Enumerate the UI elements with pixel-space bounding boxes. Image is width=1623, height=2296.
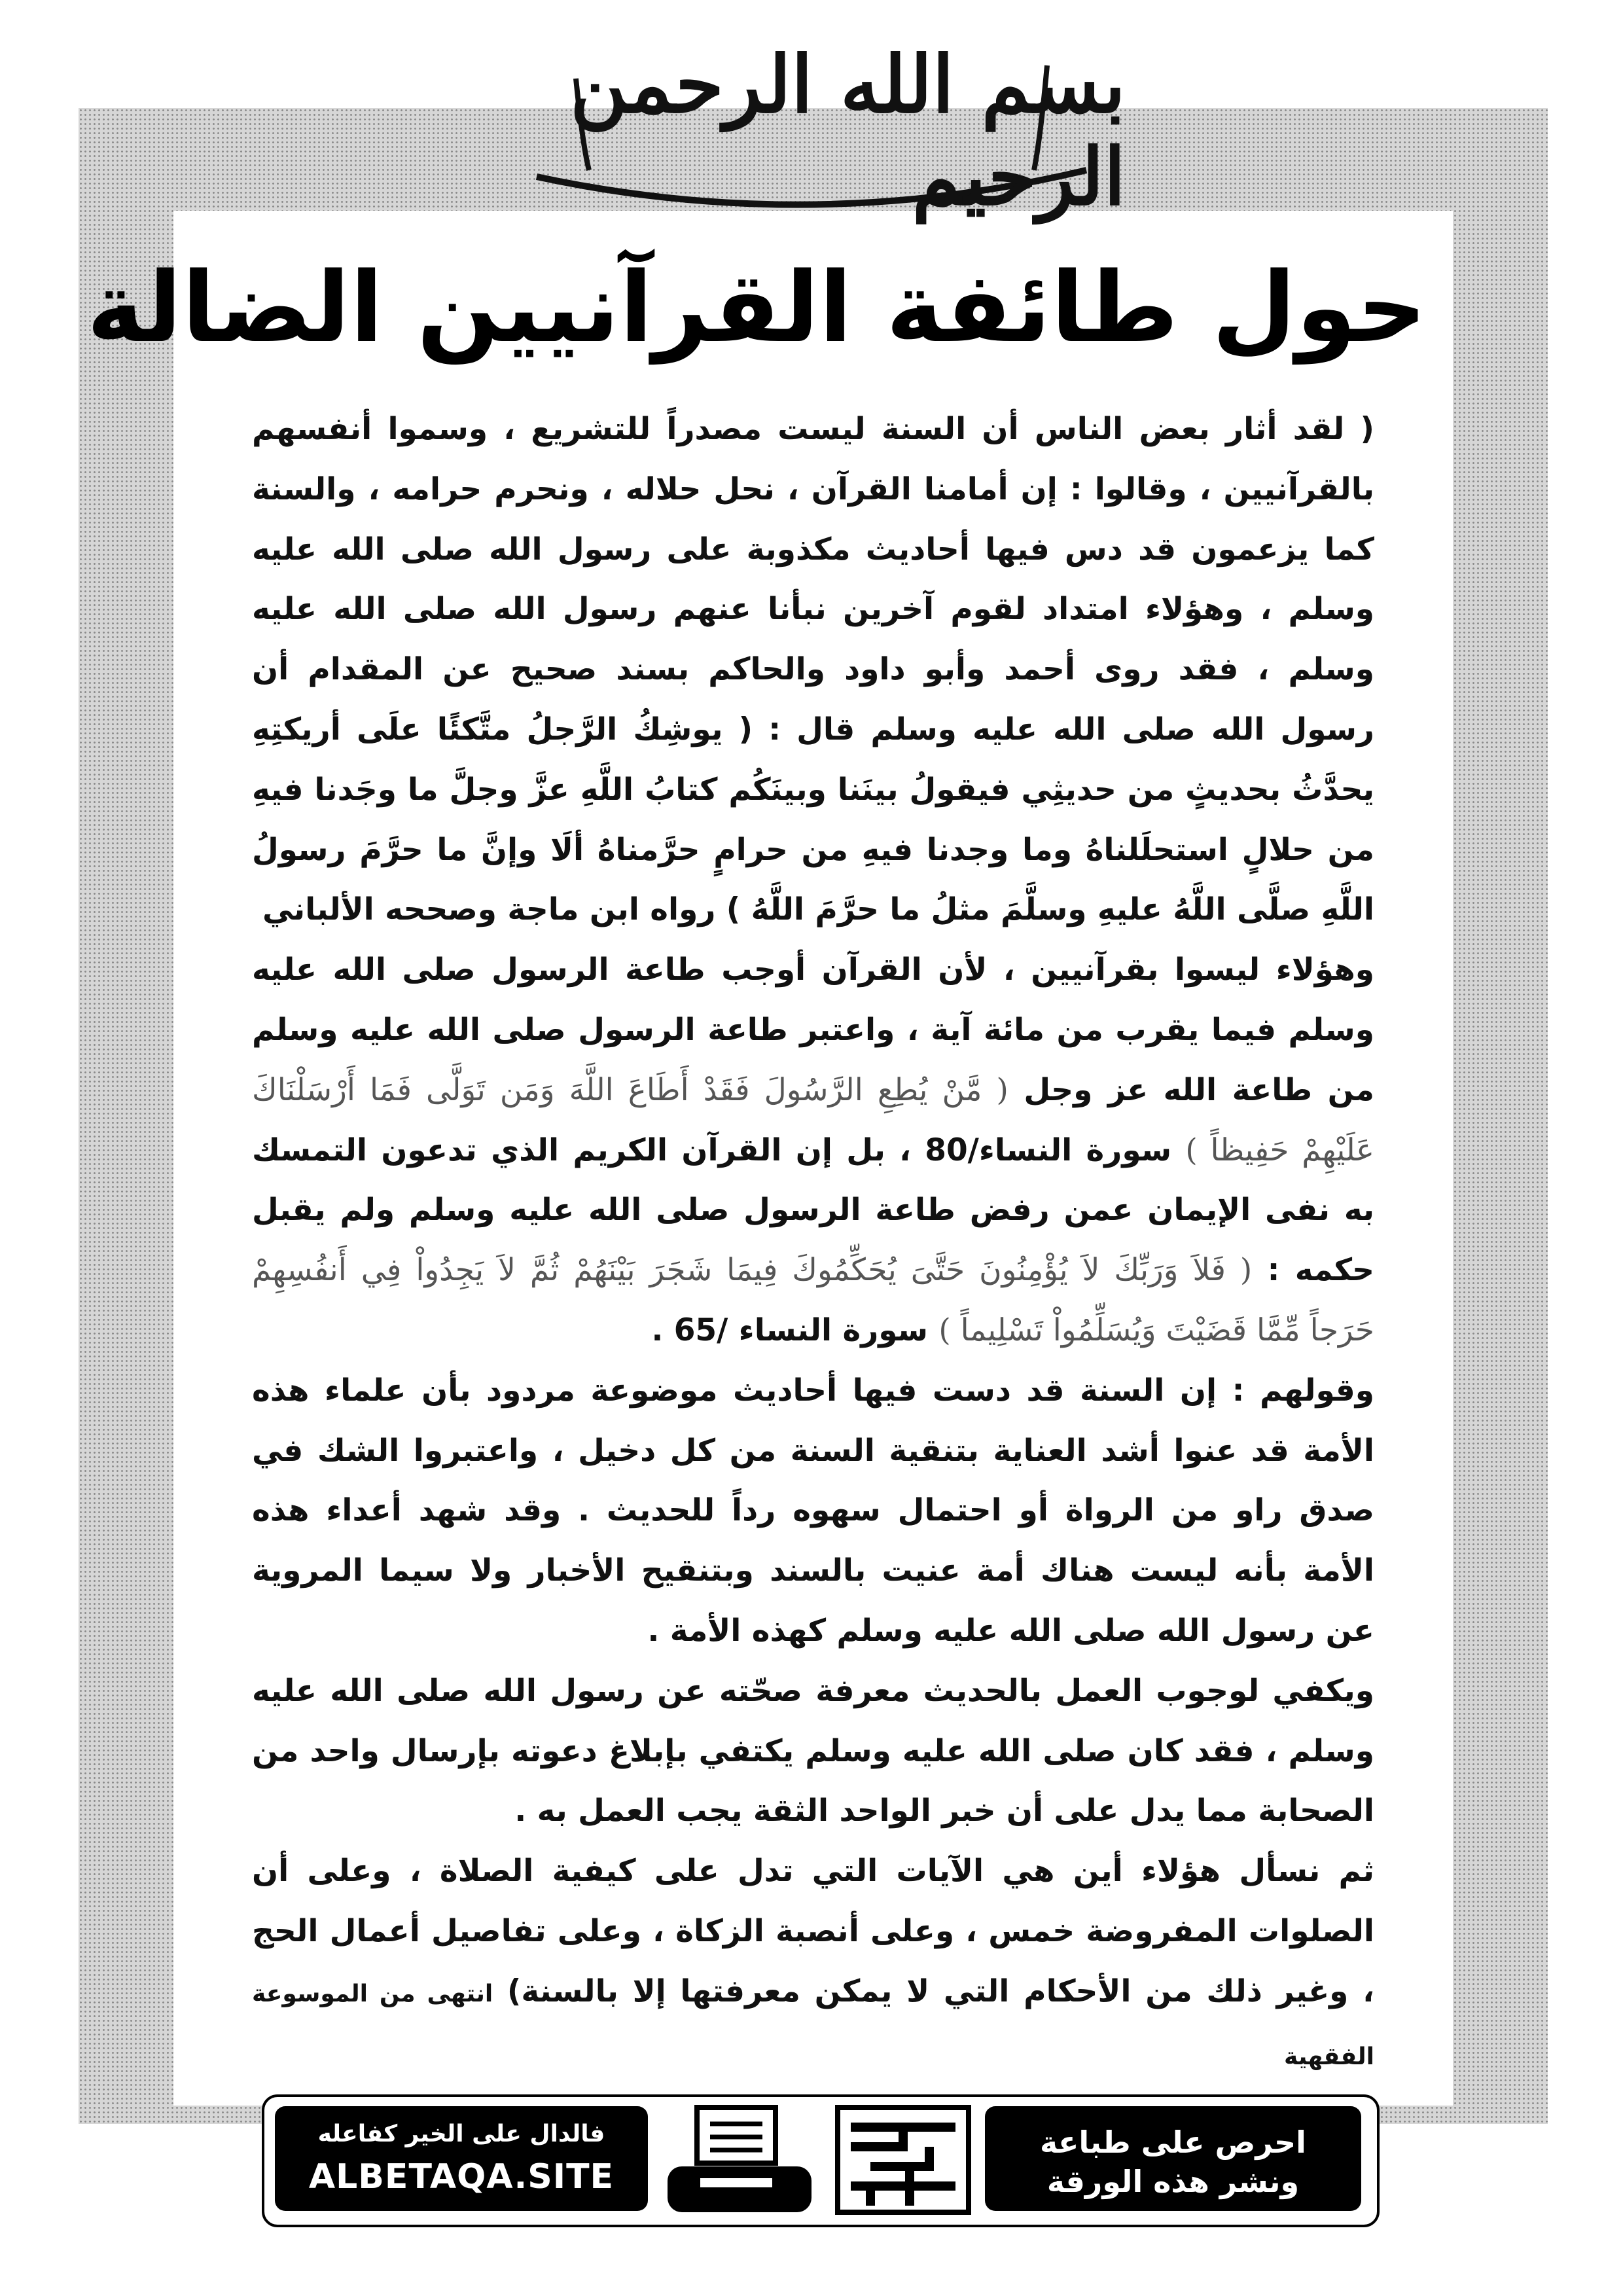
printer-icon [661,2101,825,2219]
page-title: حول طائفة القرآنيين الضالة [86,251,1427,364]
footer-website-box [275,2106,648,2211]
paragraph-3: وقولهم : إن السنة قد دست فيها أحاديث موضوعة مردود بأن علماء هذه الأمة قد عنوا أشد العناية بتنقية السنة من كل دخيل ، واعتبروا الشك في صدق راو من الرواة أو احتمال سهوه رداً للحديث . وقد شهد أعداء هذه الأمة بأنه ليست هناك أمة عنيت بالسند وبتنقيح الأخبار ولا سيما المروية عن رسول الله صلى الله عليه وسلم كهذه الأمة . [252,1372,1374,1649]
paragraph-5-text: ثم نسأل هؤلاء أين هي الآيات التي تدل على كيفية الصلاة ، وعلى أن الصلوات المفروضة خمس ، وعلى أنصبة الزكاة ، وعلى تفاصيل أعمال الحج ، وغير ذلك من الأحكام التي لا يمكن معرفتها إلا بالسنة) [252,1853,1374,2009]
quran-verse-2: ( فَلاَ وَرَبِّكَ لاَ يُؤْمِنُونَ حَتَّىَ يُحَكِّمُوكَ فِيمَا شَجَرَ بَيْنَهُمْ ثُمَّ لاَ يَجِدُواْ فِي أَنفُسِهِمْ حَرَجاً مِّمَّا قَضَيْتَ وَيُسَلِّمُواْ تَسْلِيماً ) [252,1252,1374,1348]
footer-slogan: فالدال على الخير كفاعله [317,2121,605,2147]
logo-icon [831,2101,975,2219]
paragraph-1: ( لقد أثار بعض الناس أن السنة ليست مصدراً للتشريع ، وسموا أنفسهم بالقرآنيين ، وقالوا : إن أمامنا القرآن ، نحل حلاله ، ونحرم حرامه ، والسنة كما يزعمون قد دس فيها أحاديث مكذوبة على رسول الله صلى الله عليه وسلم ، وهؤلاء امتداد لقوم آخرين نبأنا عنهم رسول الله صلى الله عليه وسلم ، فقد روى أحمد وأبو داود والحاكم بسند صحيح عن المقدام أن رسول الله صلى الله عليه وسلم قال : ( يوشِكُ الرَّجلُ متَّكئًا علَى أريكتِهِ يحدَّثُ بحديثٍ من حديثِي فيقولُ بينَنا وبينَكُم كتابُ اللَّهِ عزَّ وجلَّ ما وجَدنا فيهِ من حلالٍ استحلَلناهُ وما وجدنا فيهِ من حرامٍ حرَّمناهُ ألَا وإنَّ ما حرَّمَ رسولُ اللَّهِ صلَّى اللَّهُ عليهِ وسلَّمَ مثلُ ما حرَّمَ اللَّهُ ) رواه ابن ماجة وصححه الألباني [252,411,1374,928]
paragraph-2-text-a: وهؤلاء ليسوا بقرآنيين ، لأن القرآن أوجب طاعة الرسول صلى الله عليه وسلم فيما يقرب من مائة آية ، واعتبر طاعة الرسول صلى الله عليه وسلم من طاعة الله عز وجل [252,952,1374,1108]
footer-print-box [985,2106,1361,2211]
quran-verse-1: ( مَّنْ يُطِعِ الرَّسُولَ فَقَدْ أَطَاعَ اللَّهَ وَمَن تَوَلَّى فَمَا أَرْسَلْنَاكَ عَلَيْهِمْ حَفِيظاً ) [252,1071,1374,1168]
paragraph-2-text-b: سورة النساء/80 ، بل إن القرآن الكريم الذي تدعون التمسك به نفى الإيمان عمن رفض طاعة الرسول صلى الله عليه وسلم ولم يقبل حكمه : [252,1132,1374,1289]
footer-print-line-1: احرص على طباعة [1040,2125,1306,2160]
footer-print-line-2: ونشر هذه الورقة [1046,2164,1300,2199]
paragraph-2-text-c: سورة النساء /65 . [651,1312,928,1348]
source-note: انتهى من الموسوعة الفقهية [252,1980,1374,2070]
paragraph-2 [252,940,1374,1361]
paragraph-5 [252,1841,1374,2087]
dawa-logo [831,2101,975,2219]
article-body [252,399,1374,2088]
paragraph-4: ويكفي لوجوب العمل بالحديث معرفة صحّته عن رسول الله صلى الله عليه وسلم ، فقد كان صلى الله عليه وسلم يكتفي بإبلاغ دعوته بإرسال واحد من الصحابة مما يدل على أن خبر الواحد الثقة يجب العمل به . [252,1672,1374,1829]
footer-website[interactable]: ALBETAQA.SITE [308,2157,615,2197]
basmala-calligraphy: بسم الله الرحمن الرحيم [497,39,1126,223]
